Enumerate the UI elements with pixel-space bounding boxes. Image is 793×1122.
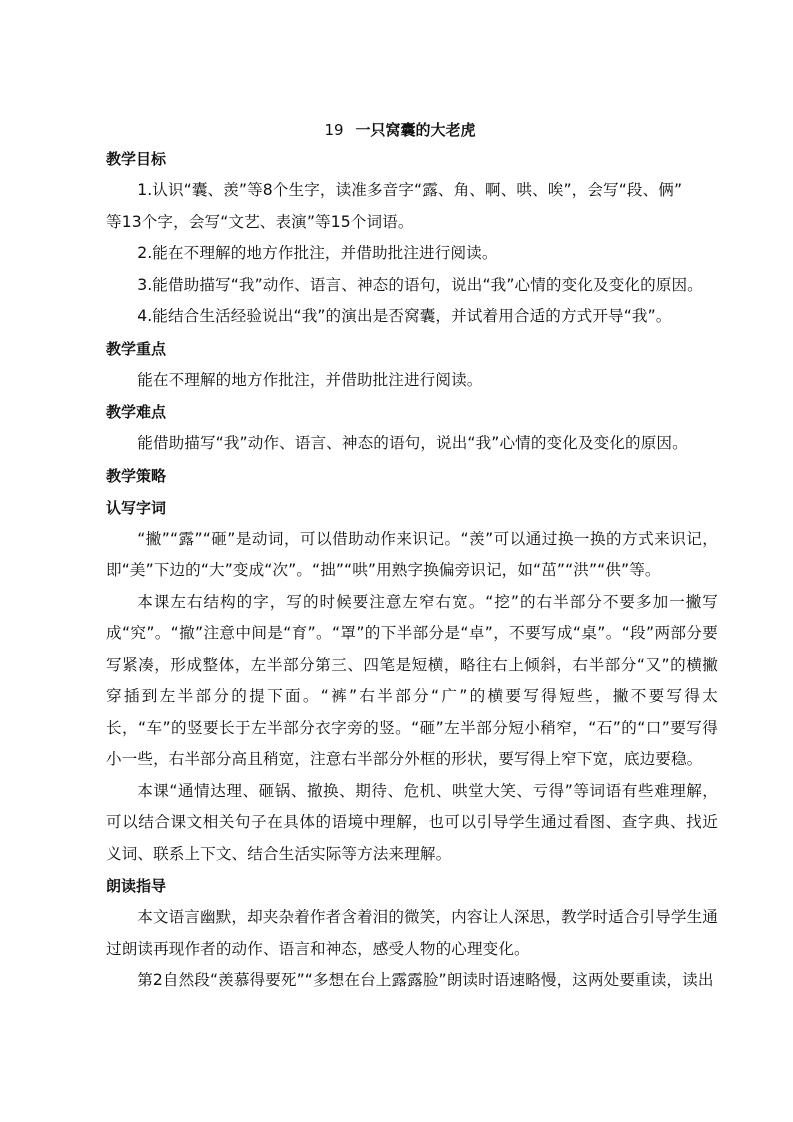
goal-2: 2.能在不理解的地方作批注，并借助批注进行阅读。 xyxy=(137,244,498,262)
heading-key-points: 教学重点 xyxy=(106,339,167,358)
paragraph-reading-style: 本文语言幽默，却夹杂着作者含着泪的微笑，内容让人深思，教学时适合引导学生通过朗读再现作者的动作、语言和神态，感受人物的心理变化。 xyxy=(106,908,718,958)
heading-teaching-goals: 教学目标 xyxy=(106,150,167,168)
goal-1-line-2: 等13个字，会写“文艺、表演”等15个词语。 xyxy=(106,212,414,231)
heading-word-learning: 认写字词 xyxy=(106,498,167,517)
difficulties-text: 能借助描写“我”动作、语言、神态的语句，说出“我”心情的变化及变化的原因。 xyxy=(137,434,688,452)
goal-4: 4.能结合生活经验说出“我”的演出是否窝囊，并试着用合适的方式开导“我”。 xyxy=(137,307,672,325)
key-points-text: 能在不理解的地方作批注，并借助批注进行阅读。 xyxy=(137,370,483,389)
goal-3: 3.能借助描写“我”动作、语言、神态的语句，说出“我”心情的变化及变化的原因。 xyxy=(137,275,703,294)
paragraph-writing-structure: 本课左右结构的字，写的时候要注意左窄右宽。“挖”的右半部分不要多加一撇写成“究”。“撤”注意中间是“育”。“罩”的下半部分是“卓”，不要写成“桌”。“段”两部分要写紧凑，形成整体，左半部分第三、四笔是短横，略往右上倾斜，右半部分“又”的横撇穿插到左半部分的提下面。“裤”右半部分“广”的横要写得短些，撇不要写得太长，“车”的竖要长于左半部分衣字旁的竖。“砸”左半部分短小稍窄，“石”的“口”要写得小一些，右半部分高且稍宽，注意右半部分外框的形状，要写得上窄下宽，底边要稳。 xyxy=(106,592,718,768)
goal-1-line-1: 1.认识“囊、羡”等8个生字，读准多音字“露、角、啊、哄、唉”，会写“段、俩” xyxy=(137,181,683,199)
heading-strategy: 教学策略 xyxy=(106,466,167,485)
paragraph-word-recognition: “撇”“露”“砸”是动词，可以借助动作来识记。“羡”可以通过换一换的方式来识记，即“美”下边的“大”变成“次”。“拙”“哄”用熟字换偏旁识记，如“茁”“洪”“供”等。 xyxy=(106,529,718,579)
lesson-title-text: 一只窝囊的大老虎 xyxy=(355,121,476,139)
heading-reading-guidance: 朗读指导 xyxy=(106,877,167,895)
document-body xyxy=(106,117,718,997)
lesson-number: 19 xyxy=(324,121,344,139)
paragraph-vocabulary: 本课“通情达理、砸锅、撤换、期待、危机、哄堂大笑、亏得”等词语有些难理解，可以结合课文相关句子在具体的语境中理解，也可以引导学生通过看图、查字典、找近义词、联系上下文、结合生活实际等方法来理解。 xyxy=(106,781,718,863)
paragraph-reading-para2: 第2自然段“羡慕得要死”“多想在台上露露脸”朗读时语速略慢，这两处要重读，读出 xyxy=(137,971,714,989)
lesson-title xyxy=(82,117,718,143)
heading-difficulties: 教学难点 xyxy=(106,403,167,421)
